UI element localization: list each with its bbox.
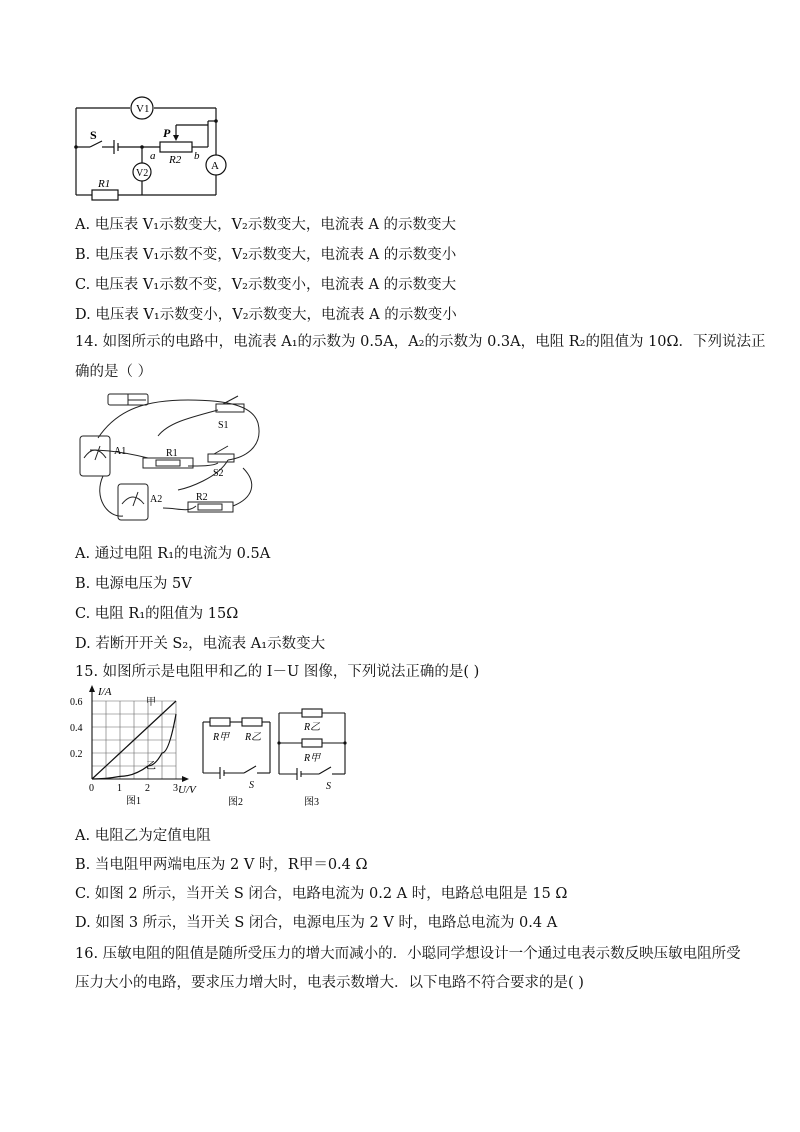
q15-stem: 15. 如图所示是电阻甲和乙的 I－U 图像，下列说法正确的是( ) [75, 664, 480, 680]
ammeter-label: A [211, 160, 219, 172]
x-tick-label: 3 [173, 783, 178, 794]
q15-option-a[interactable]: A. 电阻乙为定值电阻 [75, 828, 211, 844]
q13-option-a[interactable]: A. 电压表 V₁示数变大，V₂示数变大，电流表 A 的示数变大 [75, 217, 457, 233]
r-jia-label: R甲 [213, 732, 230, 743]
fig2-caption: 图2 [228, 797, 243, 808]
y-tick-label: 0.4 [70, 723, 83, 734]
q13-option-c[interactable]: C. 电压表 V₁示数不变，V₂示数变小，电流表 A 的示数变大 [75, 277, 457, 293]
y-axis-arrow [89, 685, 95, 692]
fig3-parallel-circuit [275, 708, 353, 810]
q14-option-c[interactable]: C. 电阻 R₁的阻值为 15Ω [75, 606, 239, 622]
x-axis-arrow [182, 776, 189, 782]
q14-stem-line1: 14. 如图所示的电路中，电流表 A₁的示数为 0.5A，A₂的示数为 0.3A，电阻 R₂的阻值为 10Ω．下列说法正 [75, 334, 766, 350]
v2-meter-label: V2 [136, 168, 149, 179]
v1-meter-label: V1 [136, 103, 150, 115]
fig2-series-circuit [200, 712, 278, 810]
q15-option-b[interactable]: B. 当电阻甲两端电压为 2 V 时，R甲＝0.4 Ω [75, 857, 368, 873]
switch-label: S [90, 128, 97, 142]
q15-option-c[interactable]: C. 如图 2 所示，当开关 S 闭合，电路电流为 0.2 A 时，电路总电阻是 15 Ω [75, 886, 568, 902]
point-b-label: b [194, 150, 200, 162]
r-jia-label: R甲 [304, 753, 321, 764]
q16-stem-line2: 压力大小的电路，要求压力增大时，电表示数增大．以下电路不符合要求的是( ) [75, 975, 584, 991]
ammeter-a2-label: A2 [150, 494, 163, 505]
r-yi-label: R乙 [304, 722, 321, 733]
switch-s-label: S [249, 780, 254, 791]
x-tick-label: 2 [145, 783, 150, 794]
x-axis-label: U/V [178, 784, 196, 796]
q14-option-d[interactable]: D. 若断开开关 S₂，电流表 A₁示数变大 [75, 636, 326, 652]
q13-option-b[interactable]: B. 电压表 V₁示数不变，V₂示数变大，电流表 A 的示数变小 [75, 247, 457, 263]
resistor-r2-label: R2 [196, 492, 208, 503]
q14-option-a[interactable]: A. 通过电阻 R₁的电流为 0.5A [75, 546, 271, 562]
q14-option-b[interactable]: B. 电源电压为 5V [75, 576, 192, 592]
fig1-caption: 图1 [126, 796, 141, 807]
x-tick-label: 1 [117, 783, 122, 794]
point-a-label: a [150, 150, 156, 162]
resistor-r1-label: R1 [166, 448, 178, 459]
switch-s2-label: S2 [213, 468, 224, 479]
series-yi-label: 乙 [146, 761, 156, 772]
r1-label: R1 [98, 178, 111, 190]
slider-p-label: P [163, 126, 171, 140]
q13-option-d[interactable]: D. 电压表 V₁示数变小，V₂示数变大，电流表 A 的示数变小 [75, 307, 457, 323]
r2-label: R2 [169, 154, 182, 166]
y-tick-label: 0.6 [70, 697, 83, 708]
y-tick-label: 0.2 [70, 749, 83, 760]
y-axis-label: I/A [98, 686, 112, 698]
ammeter-a1-label: A1 [114, 446, 127, 457]
fig3-caption: 图3 [304, 797, 319, 808]
switch-s-label: S [326, 781, 331, 792]
x-tick-label: 0 [89, 783, 94, 794]
switch-s1-label: S1 [218, 420, 229, 431]
q14-stem-line2: 确的是（ ） [75, 364, 153, 380]
r-yi-label: R乙 [245, 732, 262, 743]
iu-chart-figure [68, 683, 203, 808]
q14-circuit-figure [68, 388, 273, 533]
q13-circuit-figure [68, 95, 238, 205]
series-jia-label: 甲 [146, 697, 156, 708]
q16-stem-line1: 16. 压敏电阻的阻值是随所受压力的增大而减小的．小聪同学想设计一个通过电表示数反映压敏电阻所受 [75, 946, 741, 962]
q15-option-d[interactable]: D. 如图 3 所示，当开关 S 闭合，电源电压为 2 V 时，电路总电流为 0.4 A [75, 915, 558, 931]
